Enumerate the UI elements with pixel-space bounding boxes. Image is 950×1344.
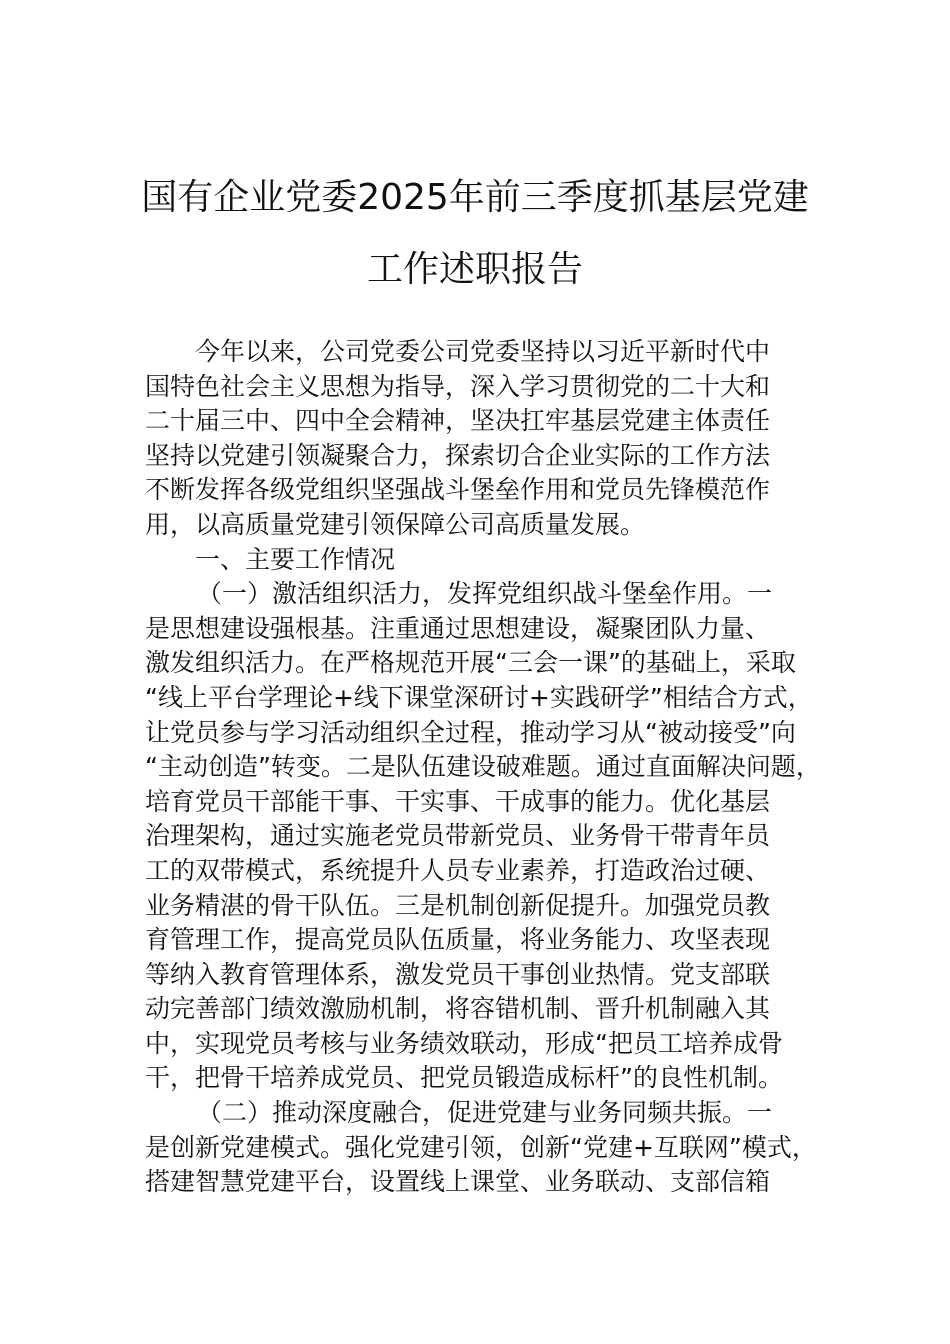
section-heading: 一、主要工作情况: [195, 544, 396, 574]
paragraph-line: 今年以来，公司党委公司党委坚持以习近平新时代中: [195, 337, 771, 366]
paragraph-line: “线上平台学理论+线下课堂深研讨+实践研学”相结合方式，: [145, 682, 813, 712]
paragraph-line: 育管理工作，提高党员队伍质量，将业务能力、攻坚表现: [145, 925, 771, 955]
paragraph-line: 不断发挥各级党组织坚强战斗堡垒作用和党员先锋模范作: [145, 475, 771, 505]
document-title-line-1: 国有企业党委2025年前三季度抓基层党建: [141, 177, 809, 218]
paragraph-line: 激发组织活力。在严格规范开展“三会一课”的基础上，采取: [145, 648, 796, 678]
paragraph-line: 培育党员干部能干事、干实事、干成事的能力。优化基层: [145, 786, 771, 816]
paragraph-line: 是思想建设强根基。注重通过思想建设，凝聚团队力量、: [145, 613, 771, 643]
paragraph-line: 坚持以党建引领凝聚合力，探索切合企业实际的工作方法: [145, 440, 771, 470]
paragraph-line: 国特色社会主义思想为指导，深入学习贯彻党的二十大和: [145, 371, 771, 401]
paragraph-line: 搭建智慧党建平台，设置线上课堂、业务联动、支部信箱: [145, 1167, 771, 1197]
paragraph-line: 让党员参与学习活动组织全过程，推动学习从“被动接受”向: [145, 717, 796, 747]
paragraph-line: （二）推动深度融合，促进党建与业务同频共振。一: [197, 1098, 773, 1128]
document-body: [145, 335, 825, 1200]
paragraph-line: “主动创造”转变。二是队伍建设破难题。通过直面解决问题，: [145, 752, 821, 782]
paragraph-line: 工的双带模式，系统提升人员专业素养，打造政治过硬、: [145, 855, 771, 885]
paragraph-line: 动完善部门绩效激励机制，将容错机制、晋升机制融入其: [145, 994, 771, 1024]
paragraph-line: 等纳入教育管理体系，激发党员干事创业热情。党支部联: [145, 959, 771, 989]
paragraph-line: 中，实现党员考核与业务绩效联动，形成“把员工培养成骨: [145, 1028, 783, 1058]
paragraph-line: 二十届三中、四中全会精神，坚决扛牢基层党建主体责任: [145, 406, 771, 436]
paragraph-line: 是创新党建模式。强化党建引领，创新“党建+互联网”模式，: [145, 1132, 817, 1162]
paragraph-line: （一）激活组织活力，发挥党组织战斗堡垒作用。一: [197, 579, 773, 609]
paragraph-line: 干，把骨干培养成党员、把党员锻造成标杆”的良性机制。: [145, 1063, 783, 1093]
paragraph-line: 业务精湛的骨干队伍。三是机制创新促提升。加强党员教: [145, 890, 771, 920]
document-title-line-2: 工作述职报告: [366, 249, 583, 290]
paragraph-line: 治理架构，通过实施老党员带新党员、业务骨干带青年员: [145, 821, 771, 851]
paragraph-line: 用，以高质量党建引领保障公司高质量发展。: [145, 509, 646, 539]
